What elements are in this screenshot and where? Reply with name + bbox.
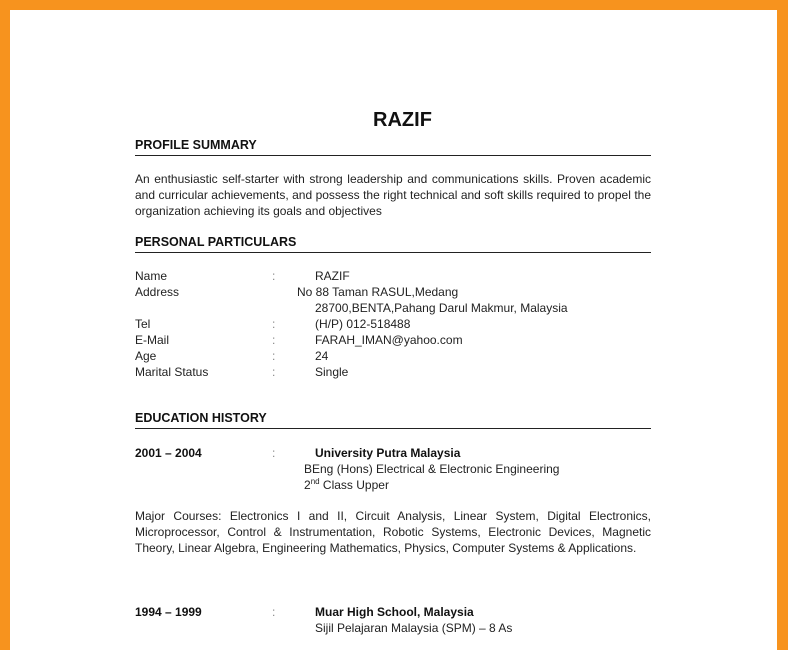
colon: : [272,269,276,283]
profile-summary-text: An enthusiastic self-starter with strong leadership and communications skills. Proven academic and curricular achievements, and possess the right technical and soft skills required to propel the organization achieving its goals and objectives [135,172,651,218]
colon: : [272,333,276,347]
education-history-heading: EDUCATION HISTORY [135,411,651,429]
address-line-2: 28700,BENTA,Pahang Darul Makmur, Malaysia [315,301,568,315]
address-line-1: No 88 Taman RASUL,Medang [297,285,459,299]
class-text: Class Upper [319,478,389,492]
major-courses-text: Major Courses: Electronics I and II, Circuit Analysis, Linear System, Digital Electronics, Microprocessor, Control & Instrumentation, Robotic Systems, Electronic Devices, Magnetic Theory, Linear Algebra, Engineering Mathematics, Physics, Computer Systems & Applications. [135,509,651,555]
tel-value: (H/P) 012-518488 [315,317,411,331]
colon: : [272,365,276,379]
institution-1: University Putra Malaysia [315,446,461,460]
colon: : [272,446,276,460]
email-value: FARAH_IMAN@yahoo.com [315,333,463,347]
marital-status-label: Marital Status [135,365,209,379]
name-label: Name [135,269,168,283]
colon: : [272,317,276,331]
class-ordinal: nd [310,477,320,486]
colon: : [272,349,276,363]
personal-particulars-heading: PERSONAL PARTICULARS [135,235,651,253]
marital-status-value: Single [315,365,349,379]
age-value: 24 [315,349,329,363]
profile-summary-heading: PROFILE SUMMARY [135,138,651,156]
resume-name: RAZIF [373,109,432,131]
tel-label: Tel [135,317,151,331]
colon: : [272,605,276,619]
class-number: 2 [304,478,311,492]
education-years-2: 1994 – 1999 [135,605,202,619]
age-label: Age [135,349,157,363]
certificate-2: Sijil Pelajaran Malaysia (SPM) – 8 As [315,621,513,635]
degree-class-1 [304,477,389,493]
degree-1: BEng (Hons) Electrical & Electronic Engineering [304,462,560,476]
education-years-1: 2001 – 2004 [135,446,202,460]
address-label: Address [135,285,180,299]
institution-2: Muar High School, Malaysia [315,605,474,619]
resume-page [10,10,777,650]
name-value: RAZIF [315,269,350,283]
email-label: E-Mail [135,333,170,347]
